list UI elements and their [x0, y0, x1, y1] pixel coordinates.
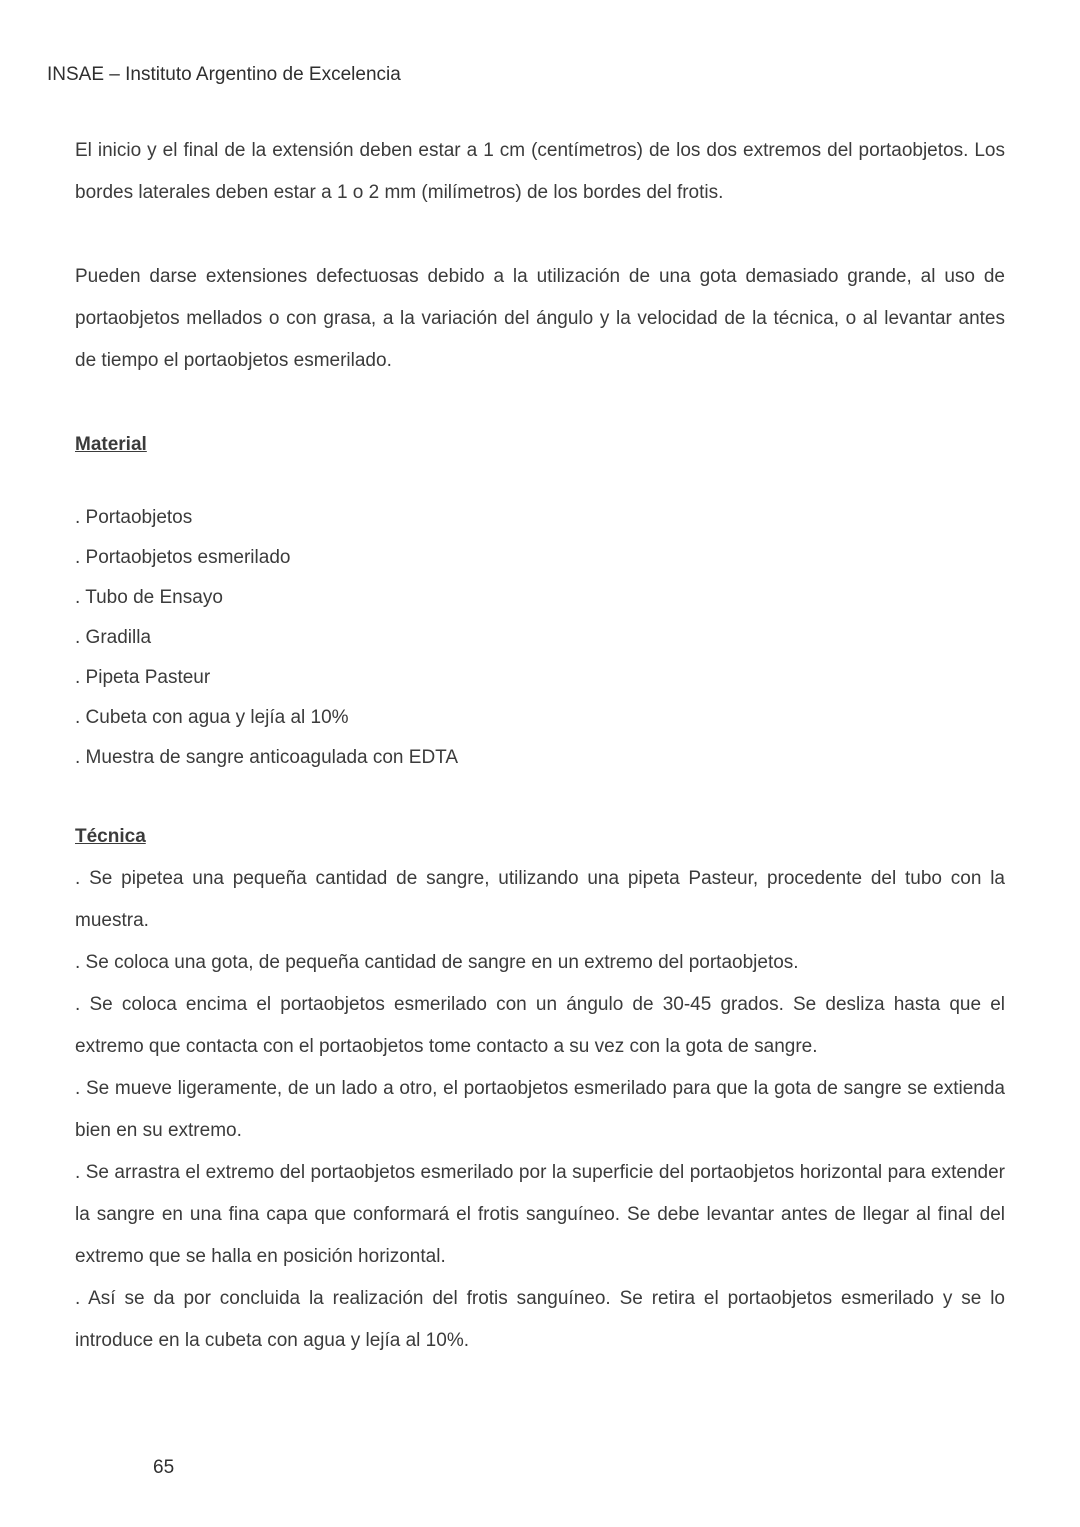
material-list — [75, 498, 1005, 778]
material-item: . Portaobjetos esmerilado — [75, 547, 291, 568]
intro-paragraph-1: El inicio y el final de la extensión deben estar a 1 cm (centímetros) de los dos extremos del portaobjetos. Los bordes laterales deben estar a 1 o 2 mm (milímetros) de los bordes del frotis. — [75, 140, 1005, 203]
material-item: . Tubo de Ensayo — [75, 587, 223, 608]
material-item: . Pipeta Pasteur — [75, 667, 211, 688]
tecnica-step: . Se arrastra el extremo del portaobjetos esmerilado por la superficie del portaobjetos horizontal para extender la sangre en una fina capa que conformará el frotis sanguíneo. Se debe levantar antes de llegar al final del extremo que se halla en posición horizontal. — [75, 1162, 1005, 1267]
tecnica-heading: Técnica — [75, 826, 146, 847]
material-item: . Cubeta con agua y lejía al 10% — [75, 707, 349, 728]
tecnica-step: . Se pipetea una pequeña cantidad de sangre, utilizando una pipeta Pasteur, procedente del tubo con la muestra. — [75, 868, 1005, 931]
intro-paragraph-2: Pueden darse extensiones defectuosas debido a la utilización de una gota demasiado grande, al uso de portaobjetos mellados o con grasa, a la variación del ángulo y la velocidad de la técnica, o al levantar antes de tiempo el portaobjetos esmerilado. — [75, 266, 1005, 371]
material-item: . Muestra de sangre anticoagulada con EDTA — [75, 747, 459, 768]
material-item: . Gradilla — [75, 627, 152, 648]
document-header: INSAE – Instituto Argentino de Excelencia — [47, 64, 401, 85]
tecnica-step: . Se mueve ligeramente, de un lado a otro, el portaobjetos esmerilado para que la gota de sangre se extienda bien en su extremo. — [75, 1078, 1005, 1141]
tecnica-step: . Se coloca una gota, de pequeña cantidad de sangre en un extremo del portaobjetos. — [75, 952, 799, 973]
page-number: 65 — [153, 1457, 175, 1478]
material-item: . Portaobjetos — [75, 507, 193, 528]
tecnica-step: . Se coloca encima el portaobjetos esmerilado con un ángulo de 30-45 grados. Se desliza hasta que el extremo que contacta con el portaobjetos tome contacto a su vez con la gota de sangre. — [75, 994, 1005, 1057]
tecnica-step: . Así se da por concluida la realización del frotis sanguíneo. Se retira el portaobjetos esmerilado y se lo introduce en la cubeta con agua y lejía al 10%. — [75, 1288, 1005, 1351]
document-body — [75, 130, 1005, 1362]
material-heading: Material — [75, 434, 147, 455]
